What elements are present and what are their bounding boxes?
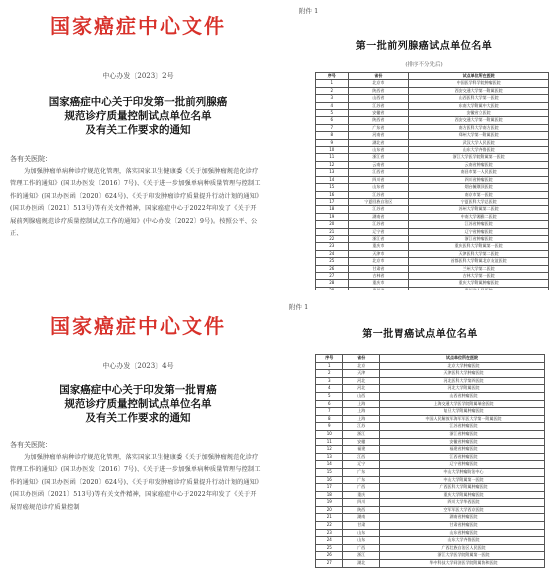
province-cell: 陕西省 bbox=[348, 117, 409, 124]
table-row bbox=[316, 250, 549, 257]
hospital-cell: 南昌市第一人民医院 bbox=[409, 169, 549, 176]
row-number: 23 bbox=[316, 529, 343, 537]
province-cell: 北京市 bbox=[348, 258, 409, 265]
table-row bbox=[316, 235, 549, 242]
row-number: 2 bbox=[316, 370, 343, 378]
province-cell: 宁夏回族自治区 bbox=[348, 198, 409, 205]
hospital-cell: 山东省肿瘤医院 bbox=[380, 529, 545, 537]
attachment-gastric-list bbox=[287, 290, 553, 566]
row-number: 15 bbox=[316, 184, 349, 191]
hospital-cell: 河北医科大学第四医院 bbox=[380, 377, 545, 385]
row-number: 17 bbox=[316, 198, 349, 205]
hospital-cell: 空军军医大学西京医院 bbox=[380, 506, 545, 514]
hospital-cell: 中山大学肿瘤防治中心 bbox=[380, 468, 545, 476]
table-row bbox=[316, 161, 549, 168]
row-number: 9 bbox=[316, 423, 343, 431]
row-number: 19 bbox=[316, 499, 343, 507]
row-number: 24 bbox=[316, 250, 349, 257]
row-number: 13 bbox=[316, 169, 349, 176]
row-number: 4 bbox=[316, 385, 343, 393]
row-number: 10 bbox=[316, 147, 349, 154]
table-row bbox=[316, 265, 549, 272]
table-row bbox=[316, 461, 545, 469]
table-row bbox=[316, 484, 545, 492]
table-header-cell: 试点单位所在医院 bbox=[380, 355, 545, 363]
province-cell: 福建 bbox=[343, 446, 380, 454]
row-number: 14 bbox=[316, 176, 349, 183]
province-cell: 河南省 bbox=[348, 132, 409, 139]
table-row bbox=[316, 529, 545, 537]
province-cell: 山西省 bbox=[348, 95, 409, 102]
row-number: 13 bbox=[316, 453, 343, 461]
hospital-cell: 天津医科大学肿瘤医院 bbox=[380, 370, 545, 378]
province-cell: 山东 bbox=[343, 529, 380, 537]
hospital-cell: 西安交通大学第一附属医院 bbox=[409, 117, 549, 124]
hospital-cell: 烟台毓璜顶医院 bbox=[409, 184, 549, 191]
table-row bbox=[316, 280, 549, 287]
province-cell: 广西 bbox=[343, 484, 380, 492]
table-row bbox=[316, 476, 545, 484]
table-row bbox=[316, 139, 549, 146]
table-row bbox=[316, 400, 545, 408]
row-number: 5 bbox=[316, 110, 349, 117]
row-number: 18 bbox=[316, 206, 349, 213]
table-row bbox=[316, 191, 549, 198]
hospital-cell: 江苏省肿瘤医院 bbox=[380, 423, 545, 431]
row-number: 16 bbox=[316, 191, 349, 198]
province-cell: 山东省 bbox=[348, 147, 409, 154]
province-cell: 四川 bbox=[343, 499, 380, 507]
table-row bbox=[316, 258, 549, 265]
row-number: 21 bbox=[316, 228, 349, 235]
row-number: 27 bbox=[316, 272, 349, 279]
hospital-cell: 吉林大学第一医院 bbox=[409, 272, 549, 279]
table-row bbox=[316, 453, 545, 461]
row-number: 1 bbox=[316, 80, 349, 87]
province-cell: 山东省 bbox=[348, 184, 409, 191]
table-row bbox=[316, 95, 549, 102]
table-row bbox=[316, 560, 545, 568]
province-cell: 江苏 bbox=[343, 423, 380, 431]
table-row bbox=[316, 169, 549, 176]
row-number: 24 bbox=[316, 537, 343, 545]
hospital-cell: 首都医科大学附属北京友谊医院 bbox=[409, 258, 549, 265]
row-number: 28 bbox=[316, 280, 349, 287]
province-cell: 广东 bbox=[343, 468, 380, 476]
hospital-cell: 山东大学齐鲁医院 bbox=[409, 147, 549, 154]
hospital-cell: 安徽省肿瘤医院 bbox=[380, 438, 545, 446]
row-number: 9 bbox=[316, 139, 349, 146]
row-number: 10 bbox=[316, 430, 343, 438]
row-number: 8 bbox=[316, 415, 343, 423]
province-cell: 甘肃省 bbox=[348, 265, 409, 272]
table-row bbox=[316, 80, 549, 87]
table-row bbox=[316, 499, 545, 507]
table-row bbox=[316, 415, 545, 423]
province-cell: 北京市 bbox=[348, 80, 409, 87]
hospital-cell: 浙江大学医学院附属第一医院 bbox=[380, 552, 545, 560]
hospital-cell: 浙江省肿瘤医院 bbox=[409, 235, 549, 242]
hospital-cell: 兰州大学第二医院 bbox=[409, 265, 549, 272]
row-number: 26 bbox=[316, 552, 343, 560]
province-cell: 湖北省 bbox=[348, 139, 409, 146]
province-cell: 广东省 bbox=[348, 124, 409, 131]
row-number: 19 bbox=[316, 213, 349, 220]
row-number: 1 bbox=[316, 362, 343, 370]
hospital-cell: 南京市第一医院 bbox=[409, 191, 549, 198]
table-row bbox=[316, 491, 545, 499]
province-cell: 陕西省 bbox=[348, 87, 409, 94]
province-cell: 山西 bbox=[343, 392, 380, 400]
table-row bbox=[316, 377, 545, 385]
table-row bbox=[316, 522, 545, 530]
province-cell: 河北 bbox=[343, 385, 380, 393]
table-row bbox=[316, 408, 545, 416]
pilot-unit-table bbox=[315, 72, 549, 295]
document-body: 为加强肿瘤单病种诊疗规范化管理，落实国家卫生健康委《关于加强肿瘤规范化诊疗管理工作的通知》(国卫办医发〔2016〕7号)、《关于进一步加强单病种质量管理与控制工作的通知》(国卫办医函〔2020〕624号)、《关于印发肿瘤诊疗质量提升行动计划的通知》(国卫办医函〔2021〕513号)等有关文件精神，国家癌症中心于2022年印发了《关于开展前列腺癌规范诊疗质量控制试点工作的通知》(中心办发〔2022〕9号)。按照公平、公正、 bbox=[10, 167, 261, 238]
table-row bbox=[316, 228, 549, 235]
province-cell: 辽宁省 bbox=[348, 228, 409, 235]
province-cell: 江苏省 bbox=[348, 102, 409, 109]
table-row bbox=[316, 370, 545, 378]
row-number: 4 bbox=[316, 102, 349, 109]
table-row bbox=[316, 184, 549, 191]
row-number: 14 bbox=[316, 461, 343, 469]
table-row bbox=[316, 132, 549, 139]
hospital-cell: 中山大学附属第一医院 bbox=[380, 476, 545, 484]
hospital-cell: 山东大学齐鲁医院 bbox=[380, 537, 545, 545]
table-row bbox=[316, 514, 545, 522]
row-number: 23 bbox=[316, 243, 349, 250]
province-cell: 浙江 bbox=[343, 552, 380, 560]
table-row bbox=[316, 117, 549, 124]
document-salutation: 各有关医院： bbox=[10, 154, 52, 163]
table-row bbox=[316, 206, 549, 213]
hospital-cell: 北京大学肿瘤医院 bbox=[380, 362, 545, 370]
table-row bbox=[316, 430, 545, 438]
table-row bbox=[316, 544, 545, 552]
attachment-title: 第一批前列腺癌试点单位名单 bbox=[355, 41, 493, 52]
province-cell: 河北 bbox=[343, 377, 380, 385]
table-header-cell: 省份 bbox=[343, 355, 380, 363]
table-header-cell: 省份 bbox=[348, 73, 409, 80]
province-cell: 上海 bbox=[343, 408, 380, 416]
hospital-cell: 重庆医科大学附属第一医院 bbox=[409, 243, 549, 250]
hospital-cell: 山西省肿瘤医院 bbox=[380, 392, 545, 400]
row-number: 18 bbox=[316, 491, 343, 499]
province-cell: 浙江 bbox=[343, 430, 380, 438]
province-cell: 江苏省 bbox=[348, 191, 409, 198]
hospital-cell: 浙江省肿瘤医院 bbox=[380, 430, 545, 438]
hospital-cell: 南方医科大学南方医院 bbox=[409, 124, 549, 131]
province-cell: 天津市 bbox=[348, 250, 409, 257]
attachment-title: 第一批胃癌试点单位名单 bbox=[362, 329, 478, 340]
province-cell: 安徽 bbox=[343, 438, 380, 446]
document-title: 国家癌症中心关于印发第一批前列腺癌 规范诊疗质量控制试点单位名单 及有关工作要求的通知 bbox=[48, 96, 228, 137]
row-number: 11 bbox=[316, 438, 343, 446]
hospital-cell: 山西医科大学第一医院 bbox=[409, 95, 549, 102]
table-row bbox=[316, 552, 545, 560]
table-row bbox=[316, 102, 549, 109]
row-number: 12 bbox=[316, 161, 349, 168]
hospital-cell: 西安交通大学第一附属医院 bbox=[409, 87, 549, 94]
hospital-cell: 天津医科大学第二医院 bbox=[409, 250, 549, 257]
province-cell: 浙江省 bbox=[348, 154, 409, 161]
hospital-cell: 福建省肿瘤医院 bbox=[380, 446, 545, 454]
document-header: 国家癌症中心文件 bbox=[50, 14, 226, 38]
row-number: 25 bbox=[316, 544, 343, 552]
attachment-prostate-list bbox=[295, 0, 553, 286]
hospital-cell: 浙江大学医学院附属第一医院 bbox=[409, 154, 549, 161]
province-cell: 重庆市 bbox=[348, 243, 409, 250]
table-row bbox=[316, 272, 549, 279]
row-number: 6 bbox=[316, 400, 343, 408]
row-number: 12 bbox=[316, 446, 343, 454]
province-cell: 辽宁 bbox=[343, 461, 380, 469]
notice-document-prostate bbox=[0, 0, 276, 286]
hospital-cell: 安徽省立医院 bbox=[409, 110, 549, 117]
province-cell: 江西 bbox=[343, 453, 380, 461]
hospital-cell: 云南省肿瘤医院 bbox=[409, 161, 549, 168]
province-cell: 云南省 bbox=[348, 161, 409, 168]
hospital-cell: 广西医科大学附属肿瘤医院 bbox=[380, 484, 545, 492]
row-number: 16 bbox=[316, 476, 343, 484]
hospital-cell: 河北大学附属医院 bbox=[380, 385, 545, 393]
row-number: 15 bbox=[316, 468, 343, 476]
province-cell: 天津 bbox=[343, 370, 380, 378]
document-body: 为加强肿瘤单病种诊疗规范化管理，落实国家卫生健康委《关于加强肿瘤规范化诊疗管理工作的通知》(国卫办医发〔2016〕7号)、《关于进一步加强单病种质量管理与控制工作的通知》(国卫办医函〔2020〕624号)、《关于印发肿瘤诊疗质量提升行动计划的通知》(国卫办医函〔2021〕513号)等有关文件精神，国家癌症中心于2022年印发了《关于开展胃癌规范诊疗质量控制 bbox=[10, 453, 261, 511]
row-number: 21 bbox=[316, 514, 343, 522]
table-row bbox=[316, 423, 545, 431]
document-number: 中心办发〔2023〕4号 bbox=[102, 362, 174, 370]
table-row bbox=[316, 124, 549, 131]
table-row bbox=[316, 147, 549, 154]
province-cell: 湖北 bbox=[343, 560, 380, 568]
hospital-cell: 中国人民解放军海军军医大学第一附属医院 bbox=[380, 415, 545, 423]
row-number: 17 bbox=[316, 484, 343, 492]
hospital-cell: 湖南省肿瘤医院 bbox=[380, 514, 545, 522]
row-number: 20 bbox=[316, 221, 349, 228]
table-header-cell: 序号 bbox=[316, 73, 349, 80]
table-row bbox=[316, 438, 545, 446]
table-row bbox=[316, 506, 545, 514]
hospital-cell: 重庆大学附属肿瘤医院 bbox=[409, 280, 549, 287]
row-number: 22 bbox=[316, 522, 343, 530]
province-cell: 浙江省 bbox=[348, 235, 409, 242]
hospital-cell: 宁夏医科大学总医院 bbox=[409, 198, 549, 205]
table-row bbox=[316, 176, 549, 183]
province-cell: 重庆市 bbox=[348, 280, 409, 287]
row-number: 7 bbox=[316, 408, 343, 416]
table-header-cell: 试点单位所在医院 bbox=[409, 73, 549, 80]
hospital-cell: 江西省肿瘤医院 bbox=[380, 453, 545, 461]
hospital-cell: 复旦大学附属肿瘤医院 bbox=[380, 408, 545, 416]
hospital-cell: 华中科技大学同济医学院附属协和医院 bbox=[380, 560, 545, 568]
hospital-cell: 辽宁省肿瘤医院 bbox=[380, 461, 545, 469]
province-cell: 湖南省 bbox=[348, 213, 409, 220]
table-row bbox=[316, 154, 549, 161]
hospital-cell: 中国医学科学院肿瘤医院 bbox=[409, 80, 549, 87]
row-number: 25 bbox=[316, 258, 349, 265]
hospital-cell: 重庆大学附属肿瘤医院 bbox=[380, 491, 545, 499]
notice-document-gastric bbox=[0, 292, 276, 553]
table-row bbox=[316, 110, 549, 117]
hospital-cell: 江苏省肿瘤医院 bbox=[409, 221, 549, 228]
table-row bbox=[316, 243, 549, 250]
table-row bbox=[316, 362, 545, 370]
row-number: 5 bbox=[316, 392, 343, 400]
province-cell: 广西 bbox=[343, 544, 380, 552]
pilot-unit-table bbox=[315, 354, 545, 568]
row-number: 8 bbox=[316, 132, 349, 139]
hospital-cell: 东南大学附属中大医院 bbox=[409, 102, 549, 109]
document-header: 国家癌症中心文件 bbox=[50, 314, 226, 338]
row-number: 6 bbox=[316, 117, 349, 124]
table-row bbox=[316, 392, 545, 400]
table-header-cell: 序号 bbox=[316, 355, 343, 363]
row-number: 3 bbox=[316, 95, 349, 102]
row-number: 27 bbox=[316, 560, 343, 568]
document-title: 国家癌症中心关于印发第一批胃癌 规范诊疗质量控制试点单位名单 及有关工作要求的通知 bbox=[59, 384, 217, 425]
province-cell: 山东 bbox=[343, 537, 380, 545]
table-row bbox=[316, 385, 545, 393]
table-row bbox=[316, 446, 545, 454]
document-salutation: 各有关医院： bbox=[10, 440, 52, 449]
row-number: 3 bbox=[316, 377, 343, 385]
hospital-cell: 郑州大学第一附属医院 bbox=[409, 132, 549, 139]
province-cell: 陕西 bbox=[343, 506, 380, 514]
attachment-label: 附件 1 bbox=[289, 303, 309, 311]
hospital-cell: 苏州大学附属第二医院 bbox=[409, 206, 549, 213]
hospital-cell: 武汉大学人民医院 bbox=[409, 139, 549, 146]
row-number: 20 bbox=[316, 506, 343, 514]
row-number: 26 bbox=[316, 265, 349, 272]
province-cell: 上海 bbox=[343, 415, 380, 423]
table-container bbox=[315, 354, 545, 568]
table-row bbox=[316, 198, 549, 205]
table-row bbox=[316, 213, 549, 220]
hospital-cell: 辽宁省肿瘤医院 bbox=[409, 228, 549, 235]
province-cell: 江苏省 bbox=[348, 221, 409, 228]
hospital-cell: 四川省肿瘤医院 bbox=[409, 176, 549, 183]
table-row bbox=[316, 468, 545, 476]
province-cell: 江西省 bbox=[348, 169, 409, 176]
table-container bbox=[315, 72, 549, 295]
row-number: 2 bbox=[316, 87, 349, 94]
row-number: 11 bbox=[316, 154, 349, 161]
province-cell: 四川省 bbox=[348, 176, 409, 183]
hospital-cell: 中南大学湘雅二医院 bbox=[409, 213, 549, 220]
province-cell: 湖南 bbox=[343, 514, 380, 522]
hospital-cell: 上海交通大学医学院附属瑞金医院 bbox=[380, 400, 545, 408]
hospital-cell: 广西壮族自治区人民医院 bbox=[380, 544, 545, 552]
province-cell: 北京 bbox=[343, 362, 380, 370]
row-number: 7 bbox=[316, 124, 349, 131]
province-cell: 重庆 bbox=[343, 491, 380, 499]
province-cell: 广东 bbox=[343, 476, 380, 484]
table-row bbox=[316, 221, 549, 228]
attachment-label: 附件 1 bbox=[299, 7, 319, 15]
province-cell: 上海 bbox=[343, 400, 380, 408]
attachment-subtitle: (排序不分先后) bbox=[405, 62, 443, 68]
province-cell: 江苏省 bbox=[348, 206, 409, 213]
hospital-cell: 四川大学华西医院 bbox=[380, 499, 545, 507]
table-row bbox=[316, 537, 545, 545]
province-cell: 安徽省 bbox=[348, 110, 409, 117]
province-cell: 吉林省 bbox=[348, 272, 409, 279]
row-number: 22 bbox=[316, 235, 349, 242]
hospital-cell: 甘肃省肿瘤医院 bbox=[380, 522, 545, 530]
province-cell: 甘肃 bbox=[343, 522, 380, 530]
table-row bbox=[316, 87, 549, 94]
document-number: 中心办发〔2023〕2号 bbox=[102, 72, 174, 80]
